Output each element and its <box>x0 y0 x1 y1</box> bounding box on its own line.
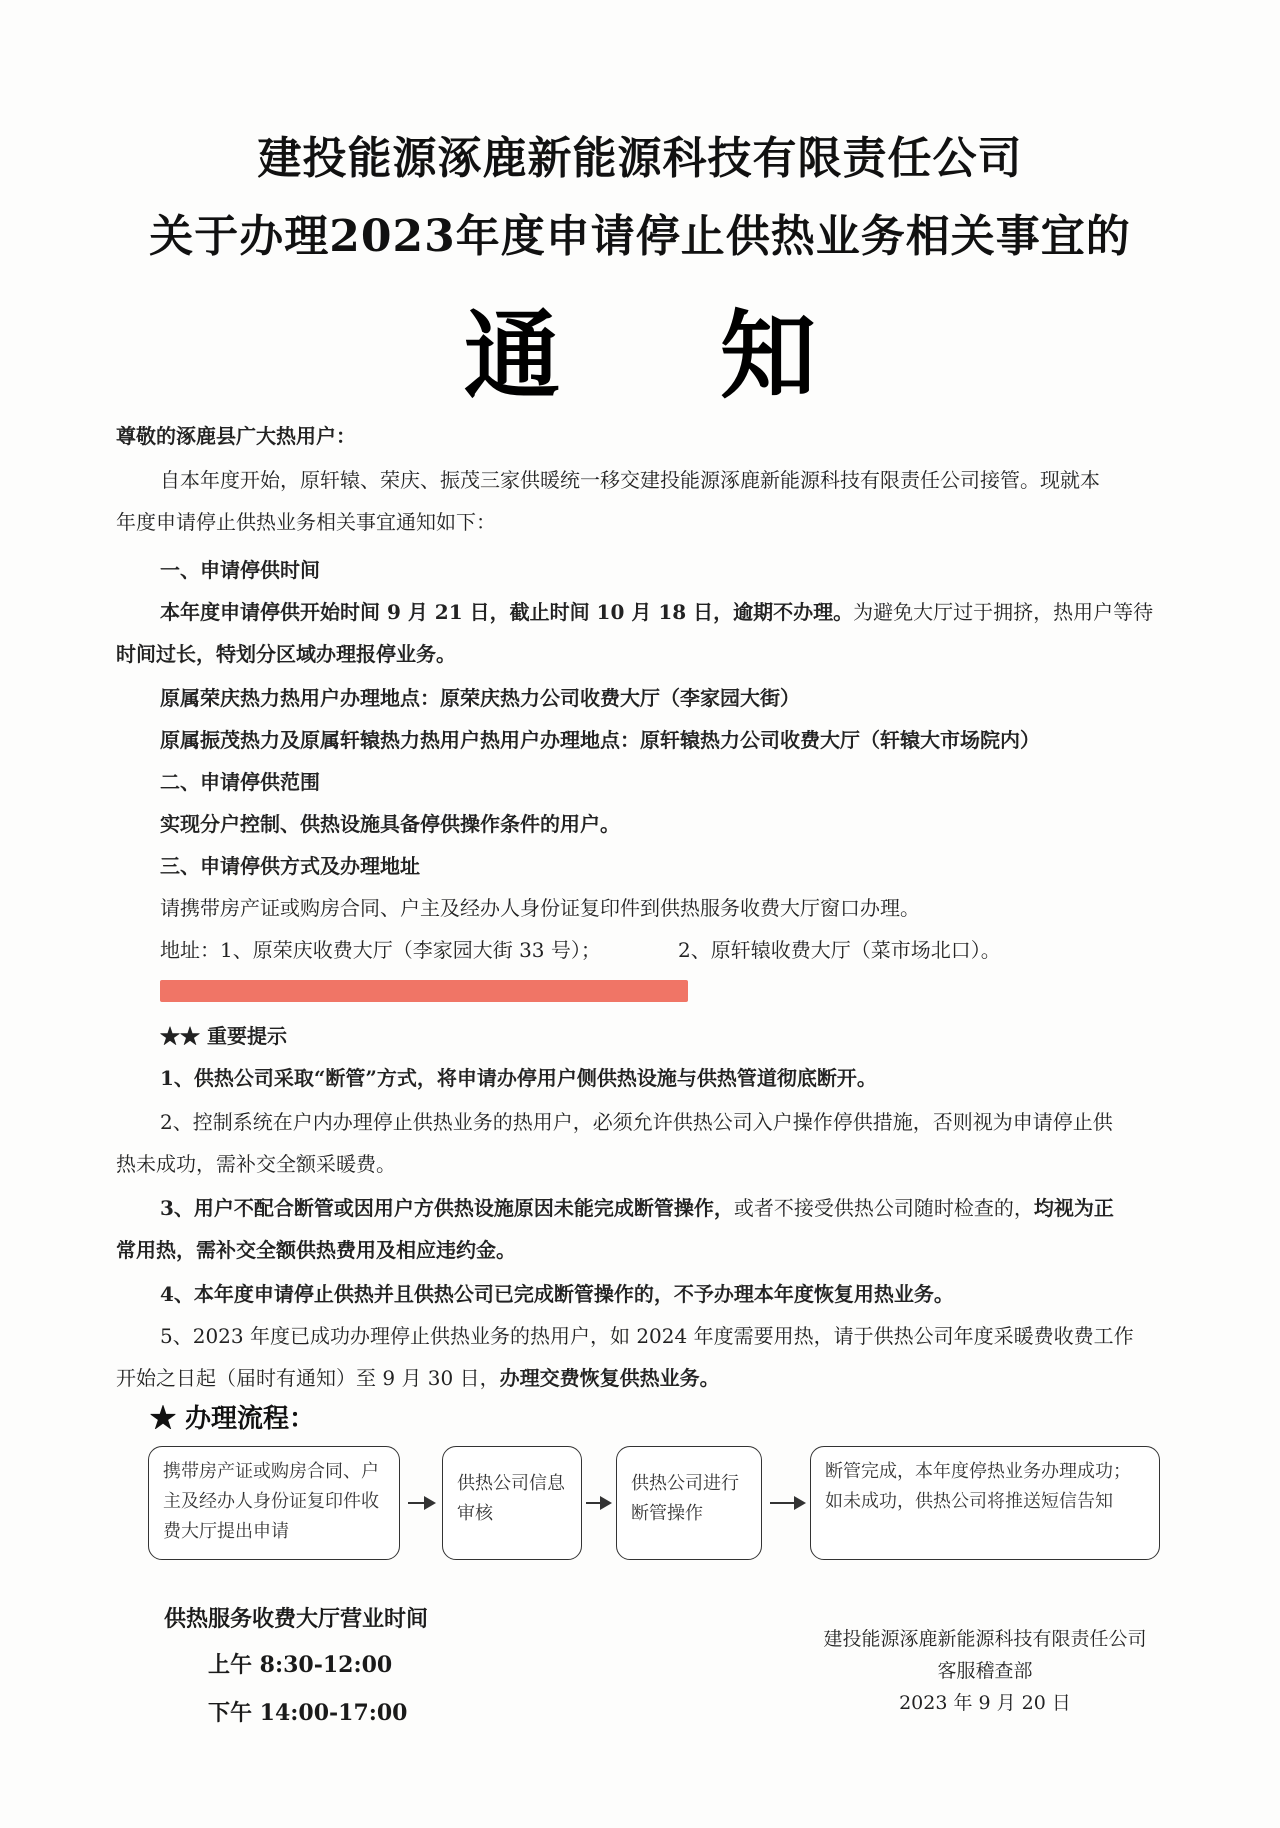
important-notes-title: ★★ 重要提示 <box>160 1024 287 1048</box>
note-3-part-c: 均视为正 <box>1033 1196 1114 1220</box>
section-2-para: 实现分户控制、供热设施具备停供操作条件的用户。 <box>160 812 620 836</box>
flow-arrow-2 <box>586 1502 610 1504</box>
note-4: 4、本年度申请停止供热并且供热公司已完成断管操作的，不予办理本年度恢复用热业务。 <box>160 1282 954 1306</box>
flow-step-3: 供热公司进行断管操作 <box>616 1446 762 1560</box>
signature-company: 建投能源涿鹿新能源科技有限责任公司 <box>823 1628 1147 1650</box>
flow-step-2: 供热公司信息审核 <box>442 1446 582 1560</box>
redacted-line <box>160 980 688 1002</box>
intro-line-1: 自本年度开始，原轩辕、荣庆、振茂三家供暖统一移交建投能源涿鹿新能源科技有限责任公司接管。现就本 <box>160 468 1100 492</box>
note-5-part-b: 办理交费恢复供热业务。 <box>499 1366 720 1390</box>
section-3-address-1: 地址：1、原荣庆收费大厅（李家园大街 33 号）； <box>160 938 601 962</box>
section-1-para-2: 时间过长，特划分区域办理报停业务。 <box>116 642 456 666</box>
note-3-line-1 <box>160 1198 1114 1218</box>
subject-title: 关于办理2023年度申请停止供热业务相关事宜的 <box>149 211 1131 262</box>
hours-pm: 下午 14:00-17:00 <box>208 1700 408 1726</box>
section-1-para-1 <box>160 602 1153 622</box>
section-1-deadline: 本年度申请停供开始时间 9 月 21 日，截止时间 10 月 18 日，逾期不办理。 <box>160 600 854 624</box>
note-3-part-a: 3、用户不配合断管或因用户方供热设施原因未能完成断管操作， <box>160 1196 734 1220</box>
flow-step-1: 携带房产证或购房合同、户主及经办人身份证复印件收费大厅提出申请 <box>148 1446 400 1560</box>
hours-title: 供热服务收费大厅营业时间 <box>164 1606 429 1632</box>
intro-line-2: 年度申请停止供热业务相关事宜通知如下： <box>116 510 496 534</box>
hours-am: 上午 8:30-12:00 <box>208 1652 393 1678</box>
note-2-line-1: 2、控制系统在户内办理停止供热业务的热用户，必须允许供热公司入户操作停供措施，否则视为申请停止供 <box>160 1110 1113 1134</box>
note-1: 1、供热公司采取“断管”方式，将申请办停用户侧供热设施与供热管道彻底断开。 <box>160 1066 877 1090</box>
note-3-line-2: 常用热，需补交全额供热费用及相应违约金。 <box>116 1238 516 1262</box>
note-5-line-1: 5、2023 年度已成功办理停止供热业务的热用户，如 2024 年度需要用热，请于供热公司年度采暖费收费工作 <box>160 1324 1134 1348</box>
section-3-title: 三、申请停供方式及办理地址 <box>160 854 420 878</box>
section-3-para: 请携带房产证或购房合同、户主及经办人身份证复印件到供热服务收费大厅窗口办理。 <box>160 896 920 920</box>
notice-title: 通知 <box>464 299 976 412</box>
note-3-part-b: 或者不接受供热公司随时检查的， <box>733 1196 1034 1220</box>
section-1-location-xuanyuan: 原属振茂热力及原属轩辕热力热用户热用户办理地点：原轩辕热力公司收费大厅（轩辕大市场院内） <box>160 728 1040 752</box>
salutation: 尊敬的涿鹿县广大热用户： <box>116 424 356 448</box>
note-5-line-2 <box>116 1368 720 1388</box>
section-1-reason: 为避免大厅过于拥挤，热用户等待 <box>853 600 1154 624</box>
flow-arrow-1 <box>408 1502 434 1504</box>
section-3-address-2: 2、原轩辕收费大厅（菜市场北口）。 <box>678 938 1001 962</box>
flow-arrow-3 <box>770 1502 804 1504</box>
section-1-title: 一、申请停供时间 <box>160 558 320 582</box>
process-title: ★ 办理流程： <box>150 1404 316 1434</box>
section-2-title: 二、申请停供范围 <box>160 770 320 794</box>
flow-step-4: 断管完成，本年度停热业务办理成功；如未成功，供热公司将推送短信告知 <box>810 1446 1160 1560</box>
note-5-part-a: 开始之日起（届时有通知）至 9 月 30 日， <box>116 1366 500 1390</box>
signature-dept: 客服稽查部 <box>937 1660 1033 1682</box>
section-1-location-rongqing: 原属荣庆热力热用户办理地点：原荣庆热力公司收费大厅（李家园大街） <box>160 686 800 710</box>
signature-date: 2023 年 9 月 20 日 <box>899 1692 1071 1714</box>
note-2-line-2: 热未成功，需补交全额采暖费。 <box>116 1152 396 1176</box>
company-title: 建投能源涿鹿新能源科技有限责任公司 <box>257 133 1023 184</box>
